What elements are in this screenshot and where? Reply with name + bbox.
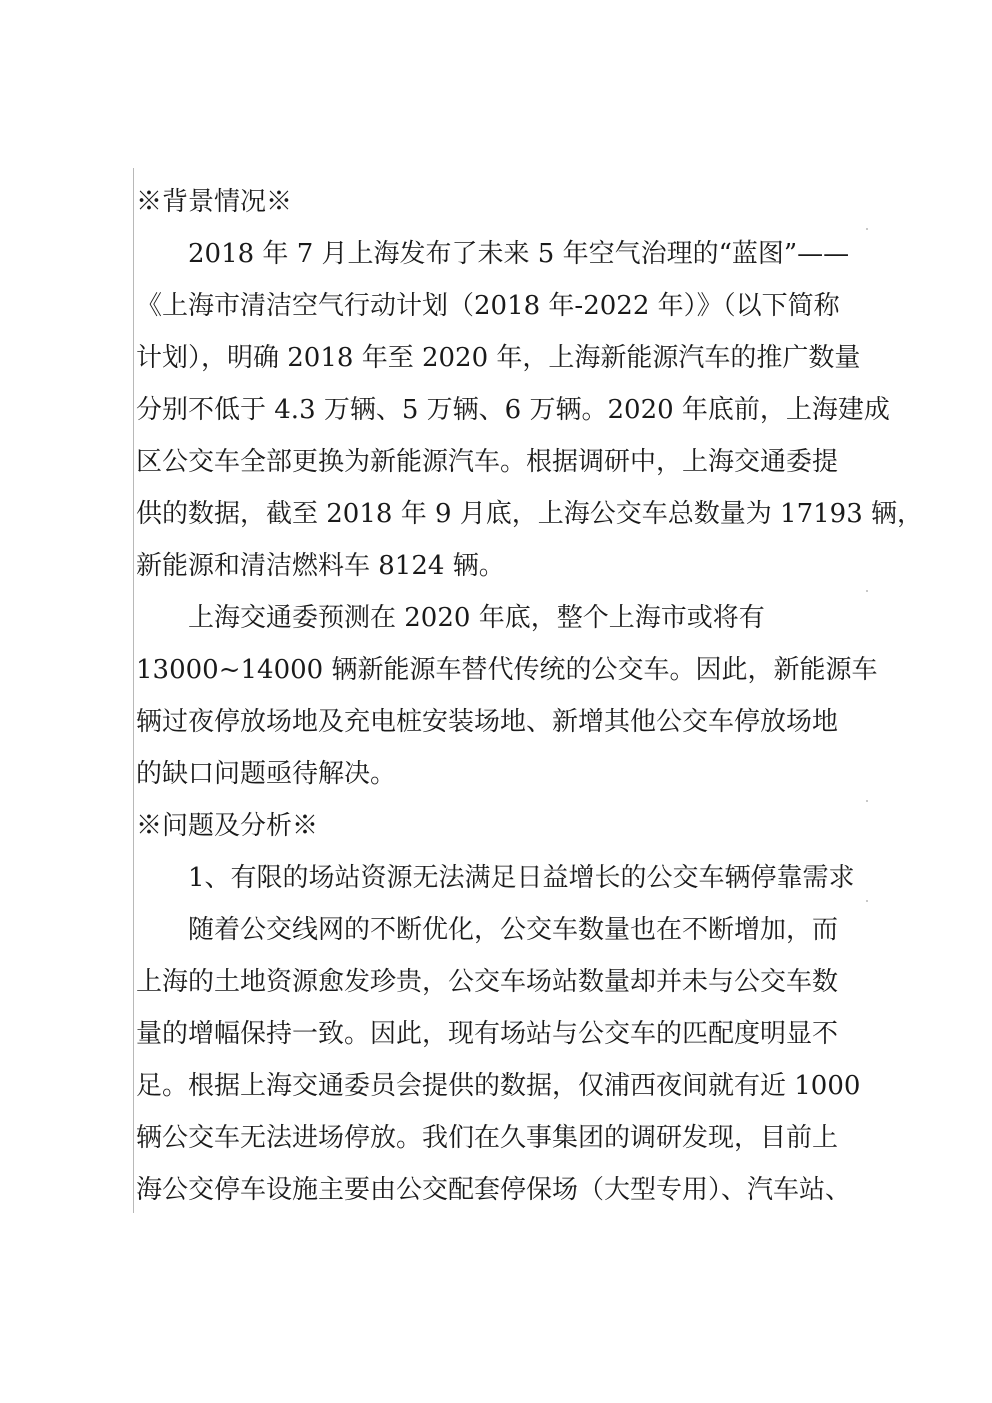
paragraph-line: 供的数据，截至 2018 年 9 月底，上海公交车总数量为 17193 辆，: [136, 499, 924, 529]
document-body: [136, 176, 924, 1216]
paragraph-line: 海公交停车设施主要由公交配套停保场（大型专用）、汽车站、: [136, 1175, 852, 1205]
section-heading-analysis: ※问题及分析※: [136, 811, 319, 841]
paragraph-line: 辆过夜停放场地及充电桩安装场地、新增其他公交车停放场地: [136, 707, 839, 737]
paragraph-line: 2018 年 7 月上海发布了未来 5 年空气治理的“蓝图”——: [188, 239, 850, 269]
paragraph-line: 上海交通委预测在 2020 年底，整个上海市或将有: [188, 603, 765, 633]
paragraph-line: 量的增幅保持一致。因此，现有场站与公交车的匹配度明显不: [136, 1019, 839, 1049]
paragraph-line: 新能源和清洁燃料车 8124 辆。: [136, 551, 505, 581]
paragraph-line: 辆公交车无法进场停放。我们在久事集团的调研发现，目前上: [136, 1123, 839, 1153]
paragraph-line: 13000~14000 辆新能源车替代传统的公交车。因此，新能源车: [136, 655, 878, 685]
paragraph-line: 上海的土地资源愈发珍贵，公交车场站数量却并未与公交车数: [136, 967, 839, 997]
paragraph-line: 分别不低于 4.3 万辆、5 万辆、6 万辆。2020 年底前，上海建成: [136, 395, 890, 425]
paragraph-line: 计划），明确 2018 年至 2020 年，上海新能源汽车的推广数量: [136, 343, 861, 373]
paragraph-line: 《上海市清洁空气行动计划（2018 年-2022 年）》（以下简称: [136, 291, 840, 321]
paragraph-line: 随着公交线网的不断优化，公交车数量也在不断增加，而: [188, 915, 839, 945]
paragraph-line: 区公交车全部更换为新能源汽车。根据调研中，上海交通委提: [136, 447, 839, 477]
subsection-heading: 1、有限的场站资源无法满足日益增长的公交车辆停靠需求: [188, 863, 855, 893]
section-heading-background: ※背景情况※: [136, 187, 293, 217]
left-margin-rule: [133, 168, 134, 1213]
paragraph-line: 的缺口问题亟待解决。: [136, 759, 397, 789]
paragraph-line: 足。根据上海交通委员会提供的数据，仅浦西夜间就有近 1000: [136, 1071, 861, 1101]
